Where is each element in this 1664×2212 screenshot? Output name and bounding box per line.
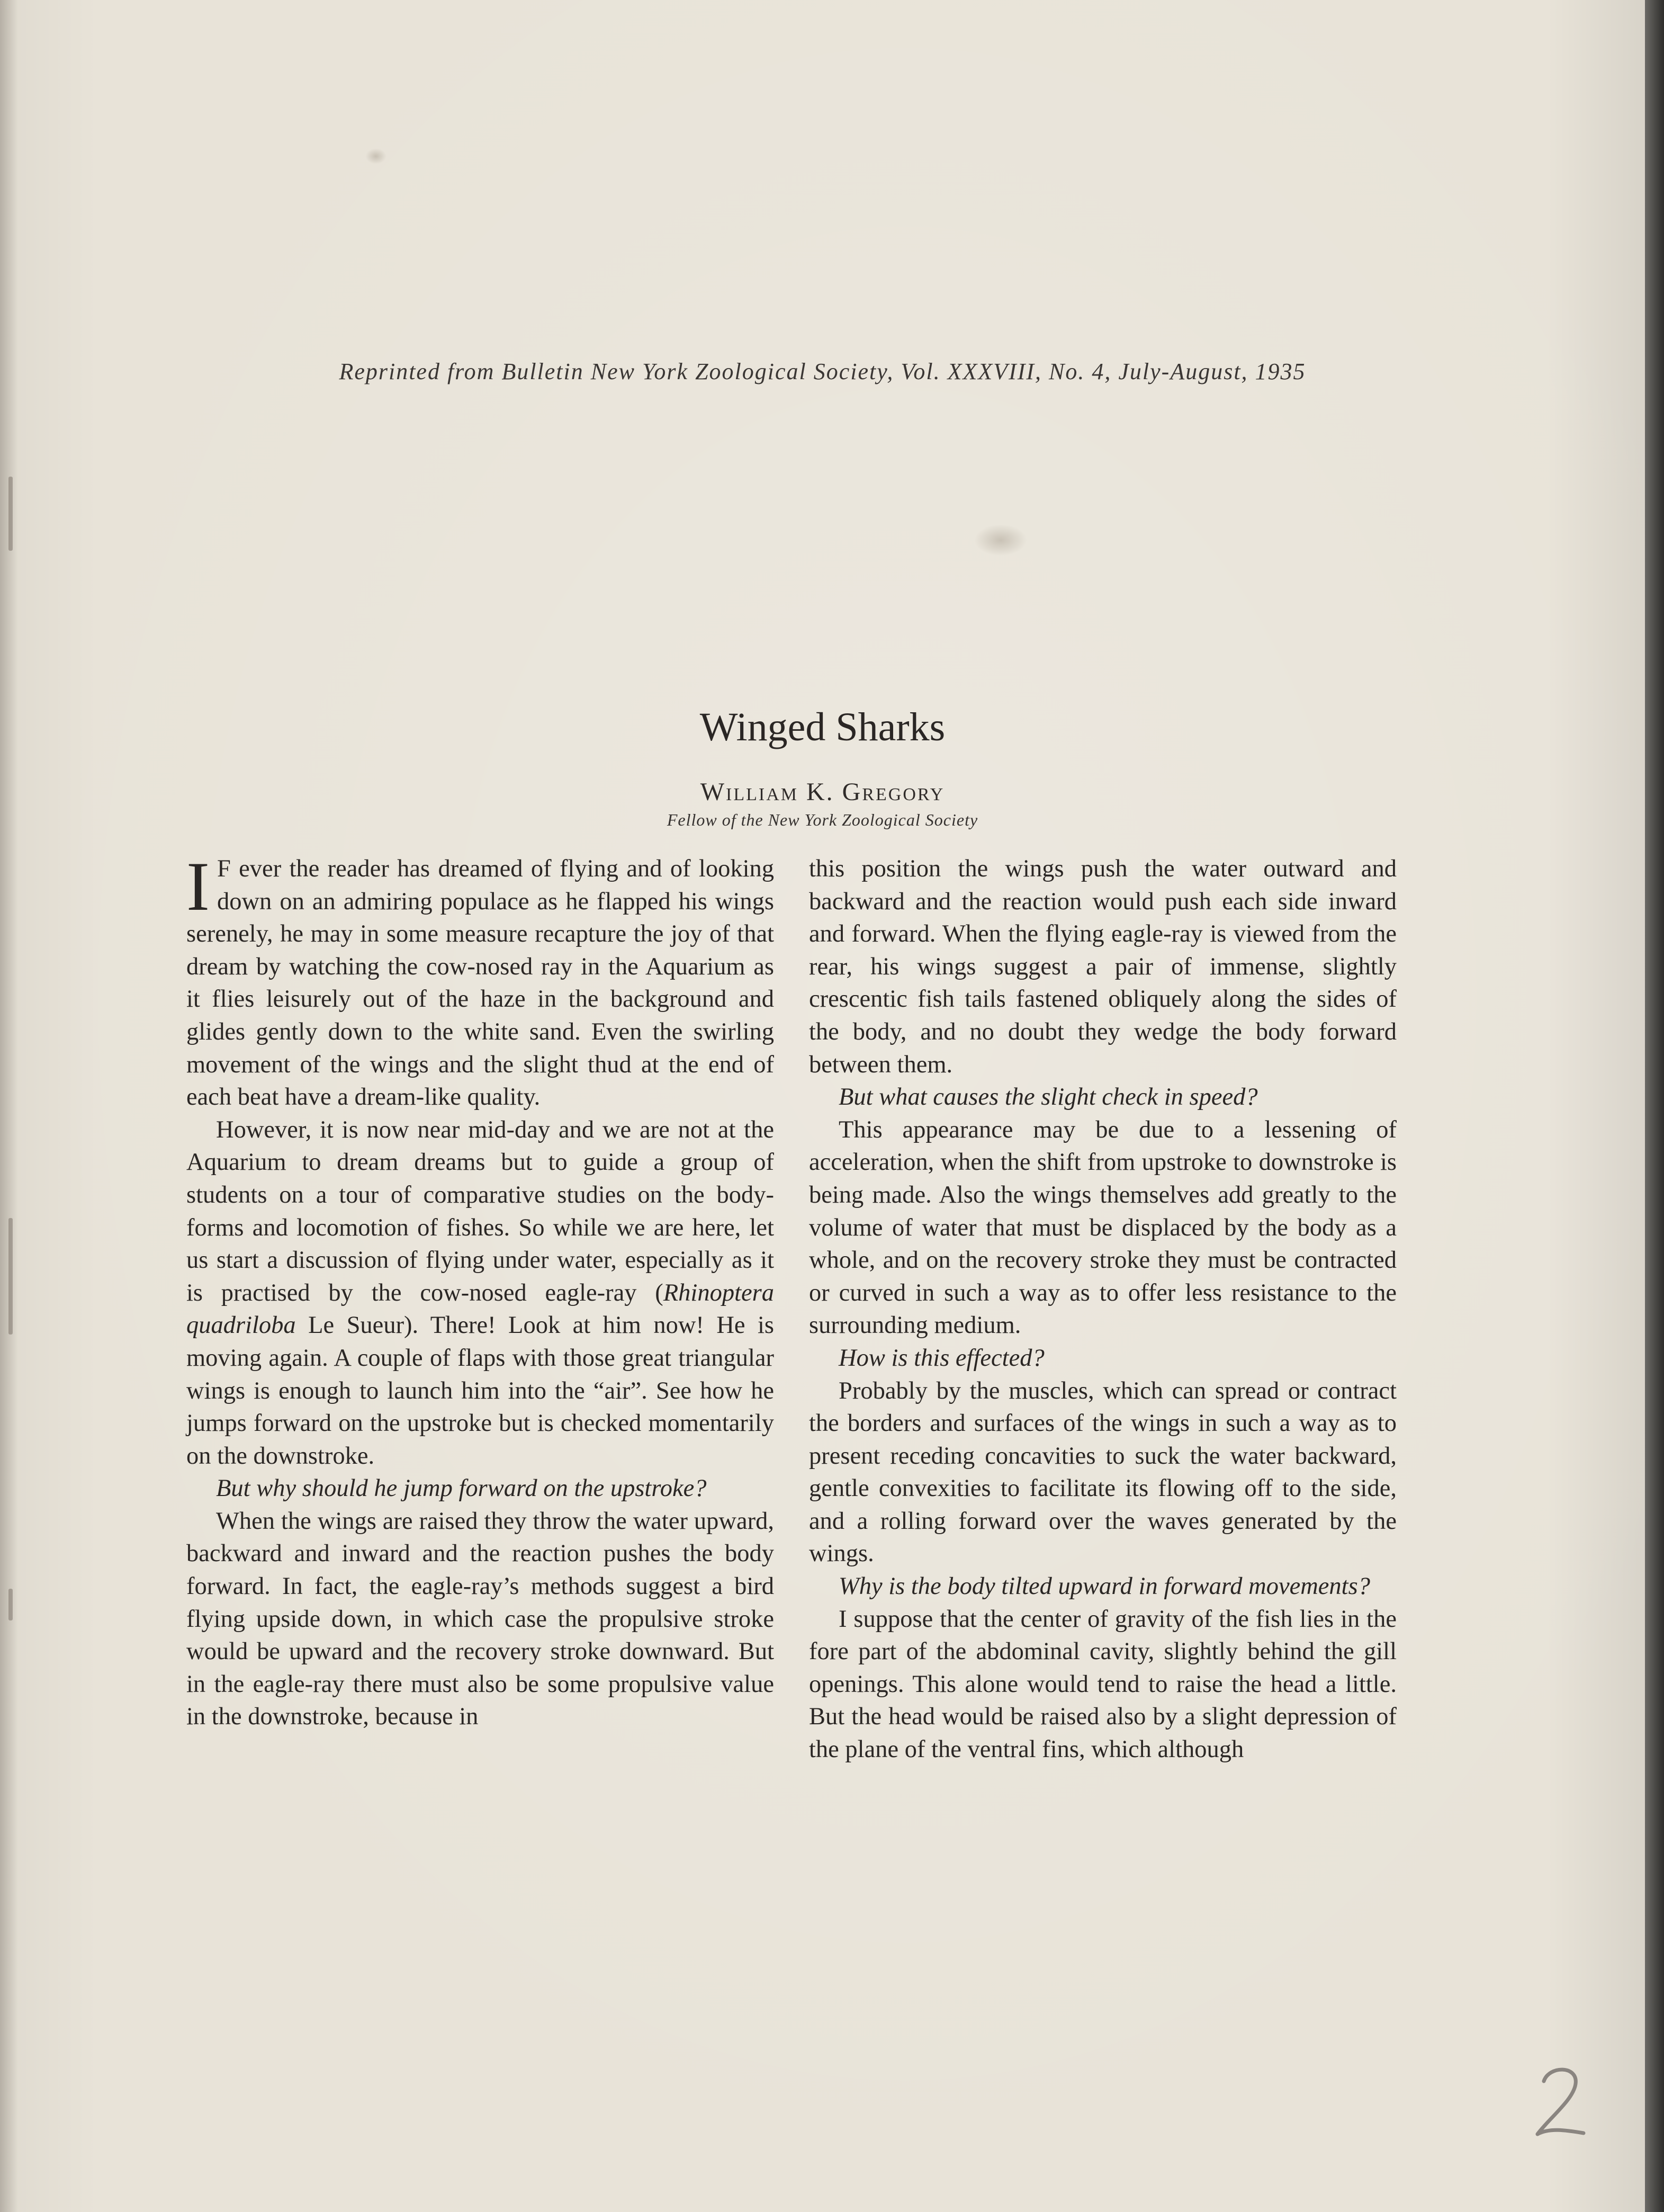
- paragraph: this position the wings push the water outward and backward and the reaction would push each side inward and forward. When the flying eagle-ray is viewed from the rear, his wings suggest a pair of immense, slightly crescentic fish tails fastened obliquely along the sides of the body, and no doubt they wedge the body forward between them.: [809, 855, 1397, 1078]
- question-heading: How is this effected?: [839, 1344, 1045, 1372]
- paragraph: I suppose that the center of gravity of the fish lies in the fore part of the abdominal cavity, slightly behind the gill openings. This alone would tend to raise the head a little. But the head would be raised also by a slight depression of the plane of the ventral fins, which although: [809, 1605, 1397, 1763]
- paragraph: [186, 1114, 774, 1473]
- binding-mark: [8, 1218, 13, 1335]
- paper-smudge: [974, 524, 1027, 556]
- paragraph: Probably by the muscles, which can spread or contract the borders and surfaces of the wings in such a way as to present receding concavities to suck the water backward, gentle convexities to facilitate its flowing off to the side, and a rolling forward over the waves generated by the wings.: [809, 1377, 1397, 1568]
- question-heading: Why is the body tilted upward in forward movements?: [839, 1573, 1370, 1600]
- paper-smudge: [365, 148, 386, 164]
- article-title: Winged Sharks: [699, 705, 946, 749]
- paragraph: This appearance may be due to a lessening of acceleration, when the shift from upstroke to downstroke is being made. Also the wings themselves add greatly to the volume of water that must be displaced by the body as a whole, and on the recovery stroke they must be contracted or curved in such a way as to offer less resistance to the surrounding medium.: [809, 1116, 1397, 1339]
- scan-edge: [1645, 0, 1664, 2212]
- paragraph-text: F ever the reader has dreamed of flying and of looking down on an admiring populace as he flapped his wings serenely, he may in some measure recapture the joy of that dream by watching the cow-nosed ray in the Aquarium as it flies leisurely out of the haze in the background and glides gently down to the white sand. Even the swirling movement of the wings and the slight thud at the end of each beat have a dream-like quality.: [186, 855, 774, 1111]
- spine-shadow: [0, 0, 18, 2212]
- binding-mark: [8, 1589, 13, 1620]
- paragraph-text: Le Sueur). There! Look at him now! He is moving again. A couple of flaps with those great triangular wings is enough to launch him into the “air”. See how he jumps forward on the upstroke but is checked momentarily on the downstroke.: [186, 1312, 774, 1470]
- binding-mark: [8, 477, 13, 551]
- handwritten-page-number: [1528, 2060, 1591, 2145]
- drop-cap: I: [186, 847, 210, 925]
- left-column: [186, 847, 774, 1733]
- paragraph: [186, 847, 774, 1114]
- question-heading: But what causes the slight check in speed?: [839, 1083, 1258, 1111]
- author-affiliation: Fellow of the New York Zoological Society: [667, 810, 978, 829]
- right-column: [809, 853, 1397, 1766]
- reprint-citation: Reprinted from Bulletin New York Zoological Society, Vol. XXXVIII, No. 4, July-August, 1935: [339, 359, 1306, 384]
- species-name: Rhinoptera quadriloba: [186, 1279, 774, 1339]
- paragraph: When the wings are raised they throw the water upward, backward and inward and the reaction pushes the body forward. In fact, the eagle-ray’s methods suggest a bird flying upside down, in which case the propulsive stroke would be upward and the recovery stroke downward. But in the eagle-ray there must also be some propulsive value in the downstroke, because in: [186, 1507, 774, 1731]
- paragraph-text: However, it is now near mid-day and we are not at the Aquarium to dream dreams but to guide a group of students on a tour of comparative studies on the body-forms and locomotion of fishes. So while we are here, let us start a discussion of flying under water, especially as it is practised by the cow-nosed eagle-ray (: [186, 1116, 774, 1306]
- article-author: William K. Gregory: [700, 778, 945, 806]
- question-heading: But why should he jump forward on the upstroke?: [216, 1475, 707, 1502]
